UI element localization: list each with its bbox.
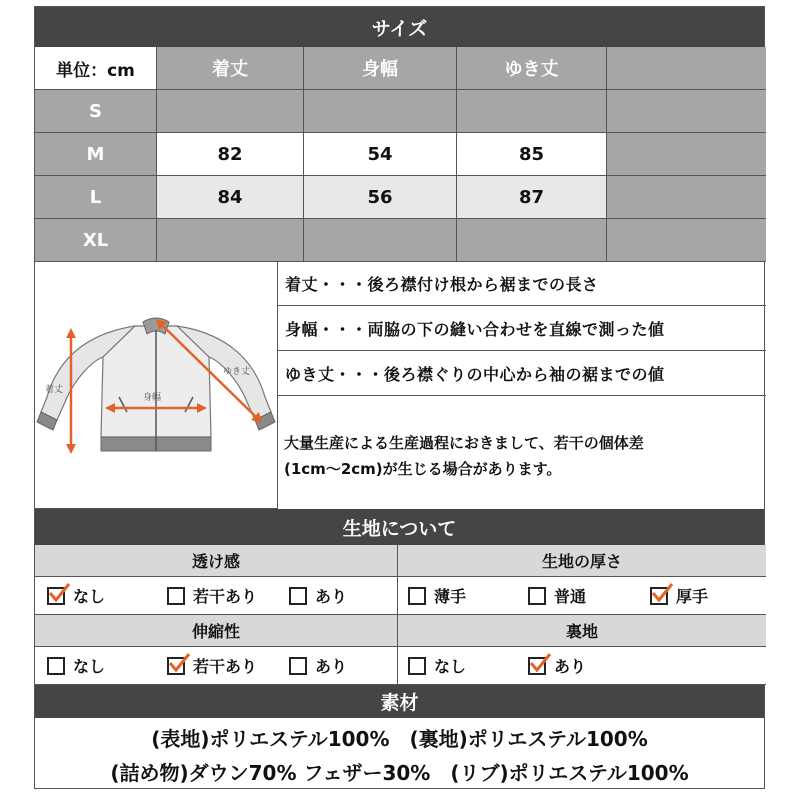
table-cell: 54: [304, 133, 457, 176]
table-cell: 84: [157, 176, 304, 219]
table-cell: 56: [304, 176, 457, 219]
checkbox-unchecked[interactable]: [167, 587, 185, 605]
option-lining-none[interactable]: [408, 654, 466, 677]
checkbox-checked[interactable]: [528, 657, 546, 675]
col-header-length: 着丈: [157, 47, 304, 90]
unit-label: 単位：cm: [35, 47, 157, 90]
table-cell: 82: [157, 133, 304, 176]
option-thickness-thin[interactable]: [408, 584, 466, 607]
size-label-m: M: [35, 133, 157, 176]
option-label: 若干あり: [193, 587, 258, 606]
size-label-s: S: [35, 90, 157, 133]
fabric-label-thickness: 生地の厚さ: [398, 545, 766, 577]
option-label: 薄手: [434, 587, 467, 606]
option-label: 若干あり: [193, 657, 258, 676]
table-cell: [607, 133, 766, 176]
option-label: なし: [73, 587, 106, 606]
option-lining-yes[interactable]: [528, 654, 586, 677]
option-label: 厚手: [676, 587, 709, 606]
table-cell: [457, 219, 607, 262]
option-thickness-thick[interactable]: [650, 584, 708, 607]
thickness-options: [398, 577, 766, 615]
diagram-label-width: 身幅: [143, 393, 162, 403]
col-header-extra: [607, 47, 766, 90]
option-label: なし: [434, 657, 467, 676]
jacket-illustration: [35, 262, 277, 508]
checkbox-unchecked[interactable]: [408, 657, 426, 675]
material-title: 素材: [35, 685, 764, 718]
checkbox-checked[interactable]: [47, 587, 65, 605]
definition-width: 身幅・・・両脇の下の縫い合わせを直線で測った値: [278, 306, 766, 351]
option-stretch-slight[interactable]: [167, 654, 257, 677]
size-label-l: L: [35, 176, 157, 219]
material-line-2: (詰め物)ダウン70% フェザー30% (リブ)ポリエステル100%: [110, 761, 689, 785]
size-label-xl: XL: [35, 219, 157, 262]
option-label: あり: [315, 587, 348, 606]
checkbox-unchecked[interactable]: [47, 657, 65, 675]
check-icon: [47, 581, 71, 605]
checkbox-unchecked[interactable]: [528, 587, 546, 605]
option-stretch-none[interactable]: [47, 654, 105, 677]
check-icon: [528, 651, 552, 675]
product-spec-sheet: [34, 6, 765, 789]
note-line-2: (1cm～2cm)が生じる場合があります。: [284, 460, 562, 478]
definition-sleeve: ゆき丈・・・後ろ襟ぐりの中心から袖の裾までの値: [278, 351, 766, 396]
table-cell: 85: [457, 133, 607, 176]
option-label: あり: [315, 657, 348, 676]
transparency-options: [35, 577, 398, 615]
option-transparency-none[interactable]: [47, 584, 105, 607]
jacket-measurement-diagram: [35, 262, 278, 509]
fabric-label-transparency: 透け感: [35, 545, 398, 577]
checkbox-unchecked[interactable]: [408, 587, 426, 605]
check-icon: [167, 651, 191, 675]
option-stretch-yes[interactable]: [289, 654, 347, 677]
check-icon: [650, 581, 674, 605]
option-transparency-slight[interactable]: [167, 584, 257, 607]
material-line-1: (表地)ポリエステル100% (裏地)ポリエステル100%: [151, 727, 648, 751]
note-line-1: 大量生産による生産過程におきまして、若干の個体差: [284, 434, 644, 452]
size-title: サイズ: [35, 7, 764, 47]
checkbox-checked[interactable]: [167, 657, 185, 675]
table-cell: [304, 219, 457, 262]
table-cell: [457, 90, 607, 133]
fabric-title: 生地について: [35, 509, 764, 545]
checkbox-unchecked[interactable]: [289, 657, 307, 675]
table-cell: [157, 90, 304, 133]
table-cell: [157, 219, 304, 262]
table-cell: [607, 90, 766, 133]
fabric-label-lining: 裏地: [398, 615, 766, 647]
diagram-label-sleeve: ゆき丈: [223, 367, 251, 377]
col-header-width: 身幅: [304, 47, 457, 90]
stretch-options: [35, 647, 398, 685]
diagram-label-length: 着丈: [45, 385, 64, 395]
table-cell: [607, 176, 766, 219]
option-label: なし: [73, 657, 106, 676]
table-cell: [304, 90, 457, 133]
lining-options: [398, 647, 766, 685]
option-thickness-normal[interactable]: [528, 584, 586, 607]
production-note: [278, 396, 766, 509]
col-header-sleeve: ゆき丈: [457, 47, 607, 90]
table-cell: 87: [457, 176, 607, 219]
checkbox-checked[interactable]: [650, 587, 668, 605]
option-label: あり: [554, 657, 587, 676]
fabric-label-stretch: 伸縮性: [35, 615, 398, 647]
table-cell: [607, 219, 766, 262]
option-label: 普通: [554, 587, 587, 606]
option-transparency-yes[interactable]: [289, 584, 347, 607]
checkbox-unchecked[interactable]: [289, 587, 307, 605]
definition-length: 着丈・・・後ろ襟付け根から裾までの長さ: [278, 262, 766, 306]
